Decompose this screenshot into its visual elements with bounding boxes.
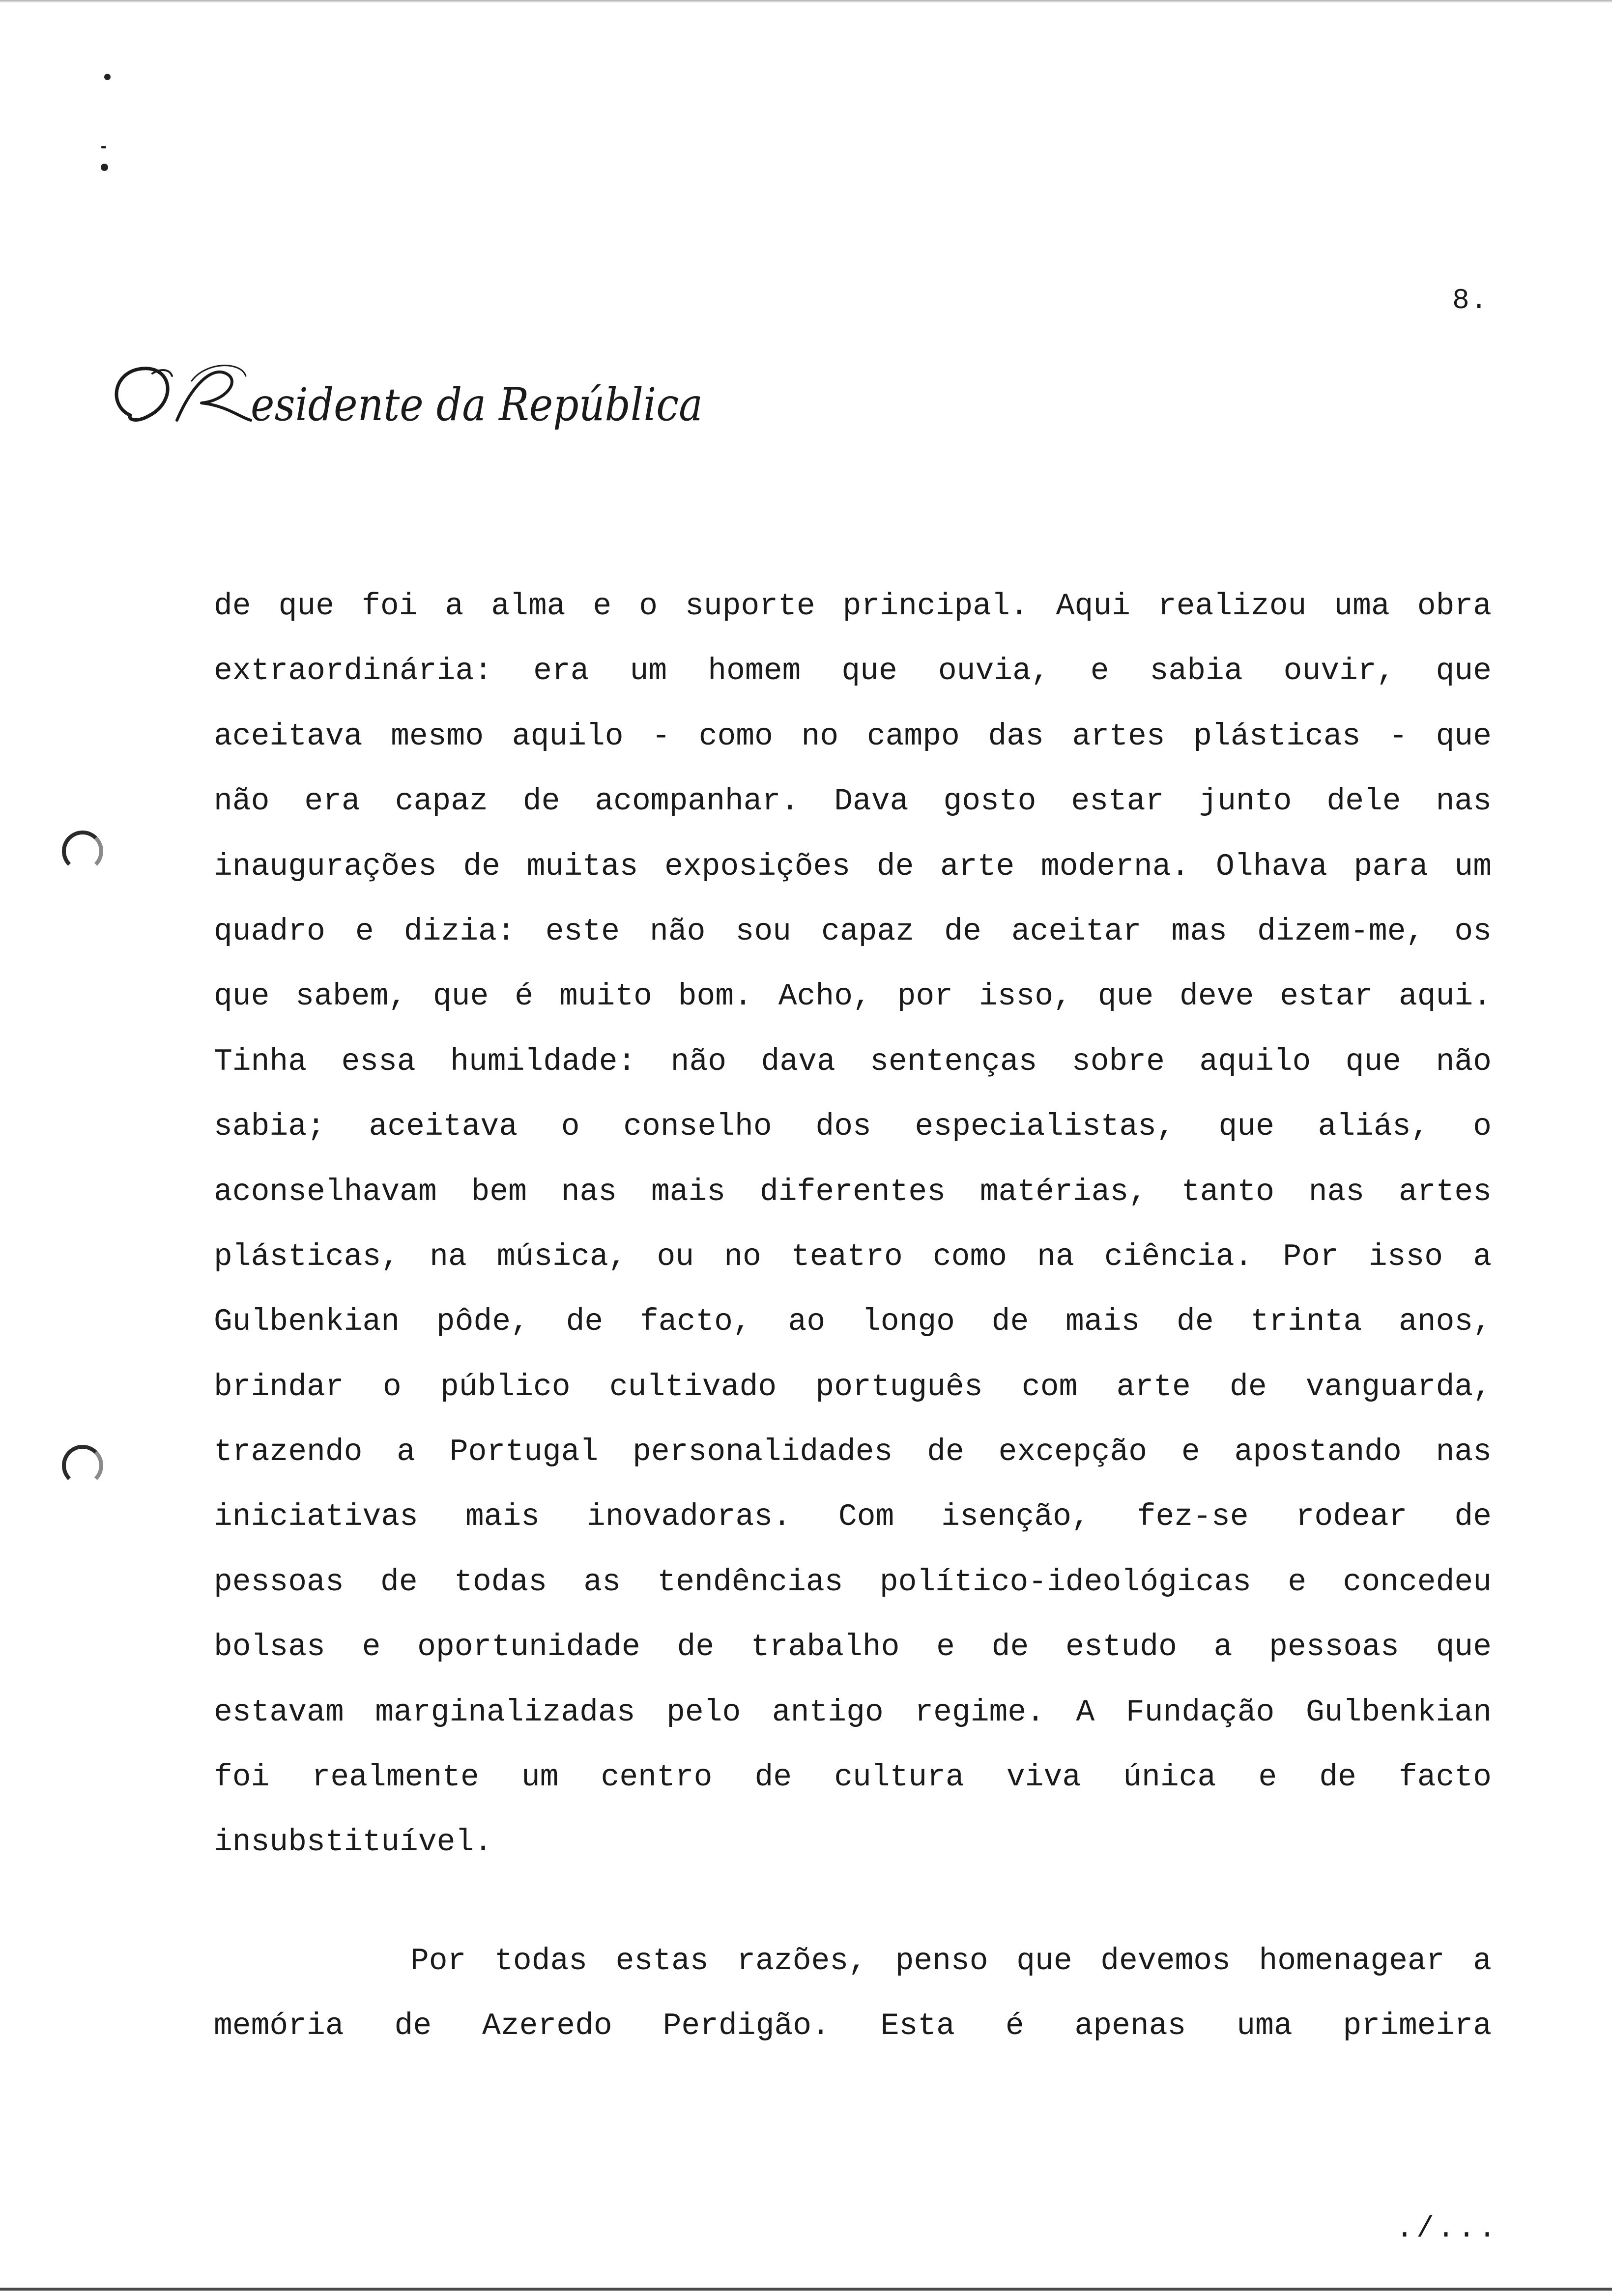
text-line: que sabem, que é muito bom. Acho, por isso, que deve estar aqui. [214,979,1492,1014]
punch-hole-mark [62,1445,103,1486]
text-line: Gulbenkian pôde, de facto, ao longo de mais de trinta anos, [214,1304,1492,1340]
margin-dot [101,146,106,148]
scan-edge-bottom [0,2288,1612,2291]
text-line: de que foi a alma e o suporte principal. Aqui realizou uma obra [214,589,1492,624]
text-line: inaugurações de muitas exposições de arte moderna. Olhava para um [214,849,1492,884]
text-line: aceitava mesmo aquilo - como no campo das artes plásticas - que [214,718,1492,754]
text-line: aconselhavam bem nas mais diferentes matérias, tanto nas artes [214,1174,1492,1209]
text-line: brindar o público cultivado português com arte de vanguarda, [214,1369,1492,1405]
text-line: insubstituível. [214,1825,493,1860]
presidential-letterhead-logo [103,346,713,445]
page-number: 8. [1452,285,1489,317]
text-line: bolsas e oportunidade de trabalho e de estudo a pessoas que [214,1630,1492,1665]
scan-edge-top [0,0,1612,3]
text-line: plásticas, na música, ou no teatro como na ciência. Por isso a [214,1239,1492,1274]
text-line: memória de Azeredo Perdigão. Esta é apenas uma primeira [214,2009,1492,2044]
text-line: não era capaz de acompanhar. Dava gosto estar junto dele nas [214,784,1492,819]
text-line: quadro e dizia: este não sou capaz de aceitar mas dizem-me, os [214,914,1492,949]
text-line: Tinha essa humildade: não dava sentenças sobre aquilo que não [214,1044,1492,1079]
text-line: extraordinária: era um homem que ouvia, e sabia ouvir, que [214,654,1492,689]
text-line: estavam marginalizadas pelo antigo regime. A Fundação Gulbenkian [214,1694,1492,1730]
continuation-mark: ./... [1396,2212,1499,2246]
body-paragraph-1 [214,574,1492,1875]
letterhead-text: esidente da República [251,378,703,431]
text-line: pessoas de todas as tendências político-ideológicas e concedeu [214,1564,1492,1600]
text-line: Por todas estas razões, penso que devemos homenagear a [410,1944,1492,1979]
text-line: iniciativas mais inovadoras. Com isenção, fez-se rodear de [214,1499,1492,1535]
margin-dot [104,74,111,80]
body-paragraph-2 [214,1929,1492,2059]
text-line: foi realmente um centro de cultura viva única e de facto [214,1760,1492,1795]
text-line: sabia; aceitava o conselho dos especialistas, que aliás, o [214,1109,1492,1145]
punch-hole-mark [62,831,103,872]
margin-dot [101,164,108,171]
text-line: trazendo a Portugal personalidades de excepção e apostando nas [214,1435,1492,1470]
